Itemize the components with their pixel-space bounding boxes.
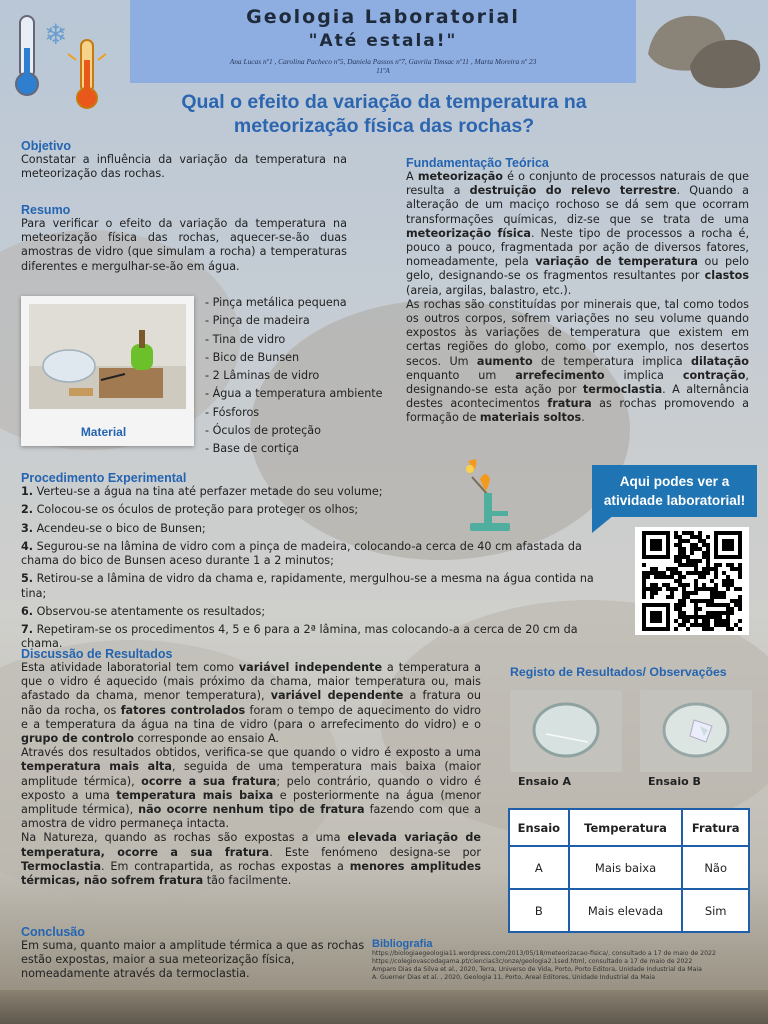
highlighted-term: menores amplitudes térmicas, não sofrem fratura (21, 859, 481, 888)
svg-text:❄: ❄ (44, 18, 68, 51)
fundamentacao-title: Fundamentação Teórica (406, 156, 549, 170)
fundamentacao-paragraph (406, 298, 749, 426)
table-cell: Mais baixa (569, 846, 683, 889)
conclusao-title: Conclusão (21, 925, 85, 939)
procedure-step (21, 522, 621, 536)
highlighted-term: elevada variação de temperatura, ocorre a sua fratura (21, 831, 482, 859)
procedure-step (21, 503, 621, 517)
reference-item: A. Guerner Dias et al. , 2020, Geologia 11, Porto, Areal Editores, Unidade Industrial da Maia (372, 974, 656, 981)
paragraph-text: é o conjunto de processos naturais de que resulta a (406, 170, 749, 198)
highlighted-term: destruição do relevo terrestre (469, 184, 677, 198)
paragraph-text: e posteriormente na água (menor amplitude térmica), (21, 788, 481, 817)
procedure-step (21, 605, 621, 619)
material-caption: Material (80, 425, 127, 439)
highlighted-term: meteorização física (406, 226, 531, 240)
resumo-section (21, 203, 347, 274)
material-photo (21, 296, 194, 421)
paragraph-text: a fratura ou não da rocha, os (21, 689, 481, 717)
paragraph-text: , designando-se esta ação por (406, 368, 749, 397)
resumo-text: Para verificar o efeito da variação da temperatura na meteorização física das rochas, aquecer-se-ão duas amostras de vidro (que simulam a rocha) a temperaturas diferentes e mergulhar-se-ão em água. (21, 217, 347, 273)
step-text: Colocou-se os óculos de proteção para proteger os olhos; (33, 503, 359, 517)
highlighted-term: temperatura mais baixa (116, 788, 274, 802)
paragraph-text: fazendo com que a amostra de vidro permaneça intacta. (21, 803, 481, 831)
highlighted-term: arrefecimento (515, 368, 605, 382)
paragraph-text: enquanto um (406, 368, 516, 382)
table-header-cell: Ensaio (509, 809, 569, 846)
question-line: Qual o efeito da variação da temperatura na (181, 91, 587, 113)
highlighted-term: materiais soltos (479, 411, 582, 425)
material-list (205, 294, 383, 459)
registo-title: Registo de Resultados/ Observações (510, 665, 727, 679)
callout-text: Aqui podes ver a atividade laboratorial! (603, 474, 746, 508)
class-label: 11ºA (376, 66, 390, 75)
step-text: Retirou-se a lâmina de vidro da chama e, rapidamente, mergulhou-se a mesma na água contida na tina; (21, 572, 594, 600)
fundamentacao-section (406, 156, 749, 426)
qr-code[interactable] (635, 527, 749, 635)
bibliografia-section (372, 938, 764, 982)
paragraph-text: . A alternância destes acontecimentos (406, 383, 749, 411)
reference-list (372, 950, 764, 982)
material-item: - Tina de vidro (205, 332, 286, 346)
objetivo-section (21, 139, 347, 181)
paragraph-text: as rochas promovendo a formação de (406, 397, 749, 425)
table-header-cell: Temperatura (569, 809, 683, 846)
ensaio-a-label: Ensaio A (518, 775, 571, 788)
bibliografia-title: Bibliografia (372, 938, 433, 950)
header-banner (130, 0, 636, 83)
bunsen-burner-icon (458, 455, 518, 540)
highlighted-term: termoclastia (582, 383, 663, 397)
table-row (509, 846, 749, 889)
discussao-paragraph (21, 746, 481, 831)
paragraph-text: (areia, argilas, balastro, etc.). (406, 283, 572, 297)
conclusao-text: Em suma, quanto maior a amplitude térmica a que as rochas estão expostas, maior a sua meteorização física, nomeadamente através da termoclastia. (21, 939, 365, 981)
resumo-title: Resumo (21, 203, 71, 217)
paragraph-text: de temperatura implica (532, 354, 691, 368)
step-text: Verteu-se a água na tina até perfazer metade do seu volume; (33, 485, 383, 498)
highlighted-term: dilatação (690, 354, 749, 368)
paragraph-text: implica (604, 368, 683, 382)
highlighted-term: Termoclastia (21, 859, 101, 873)
highlighted-term: fratura (547, 397, 592, 411)
highlighted-term: variável independente (238, 661, 383, 674)
discussao-section (21, 647, 481, 888)
material-item: - Fósforos (205, 405, 260, 419)
procedure-steps (21, 485, 621, 652)
rocks-icon (640, 6, 765, 96)
step-number: 6. (21, 604, 34, 618)
research-question (0, 90, 768, 138)
paragraph-text: foram o tempo de aquecimento do vidro e a temperatura da água na tina de vidro (para o arrefecimento do vidro) e o (21, 703, 481, 731)
paragraph-text: ou pelo gelo, designando-se os fragmentos resultantes por (406, 255, 749, 283)
reference-item: https://colegiovascodagama.pt/ciencias3c/onze/geologia2.1sed.html, consultado a 17 de maio de 2022 (372, 958, 693, 965)
highlighted-term: clastos (704, 269, 749, 283)
step-number: 7. (21, 623, 34, 637)
procedure-step (21, 485, 621, 499)
material-item: - Pinça metálica pequena (205, 296, 347, 309)
poster-subtitle: "Até estala!" (308, 31, 458, 51)
paragraph-text: . Este fenómeno designa-se por (269, 845, 481, 859)
material-item: - Água a temperatura ambiente (205, 387, 383, 401)
procedimento-section (21, 471, 621, 656)
reference-item: Amparo Dias da Silva et al., 2020, Terra, Universo de Vida, Porto, Porto Editora, Unidade Industrial da Maia (372, 966, 702, 973)
material-item: - 2 Lâminas de vidro (205, 369, 320, 383)
table-header-cell: Fratura (682, 809, 749, 846)
ensaio-b-photo (640, 690, 752, 772)
step-text: Segurou-se na lâmina de vidro com a pinça de madeira, colocando-a cerca de 40 cm afastada da chama do bico de Bunsen aceso durante 1 a 2 minutos; (21, 539, 582, 568)
question-line: meteorização física das rochas? (233, 115, 535, 137)
procedure-step (21, 572, 621, 600)
table-cell: A (509, 846, 569, 889)
step-number: 4. (21, 539, 34, 553)
results-table (508, 808, 750, 933)
paragraph-text: . (581, 411, 585, 425)
table-header-row (509, 809, 749, 846)
highlighted-term: ocorre a sua fratura (141, 774, 277, 788)
discussao-paragraph (21, 831, 481, 888)
paragraph-text: ; pelo contrário, quando o vidro é exposto a uma (21, 774, 481, 802)
procedure-step (21, 540, 621, 568)
objetivo-text: Constatar a influência da variação da temperatura na meteorização das rochas. (21, 153, 347, 181)
table-row (509, 889, 749, 932)
step-number: 1. (21, 485, 34, 498)
fundamentacao-paragraph (406, 170, 749, 298)
highlighted-term: grupo de controlo (21, 732, 134, 746)
table-cell: Não (682, 846, 749, 889)
reference-item: https://biologiaegeologia11.wordpress.com/2013/05/18/meteorizacao-fisica/, consultado a 17 de maio de 2022 (372, 950, 716, 957)
step-text: Acendeu-se o bico de Bunsen; (33, 521, 206, 535)
paragraph-text: tão facilmente. (203, 874, 292, 888)
paragraph-text: a temperatura a que o vidro é aquecido (mais próximo da chama, maior temperatura ou, mais afastado da chama, menor temperatura), (21, 661, 481, 703)
procedimento-title: Procedimento Experimental (21, 471, 187, 485)
table-cell: B (509, 889, 569, 932)
paragraph-text: . Quando a alteração de um maciço rochoso se dá sem que ocorram transformações químicas, diz-se que se trata de uma (406, 184, 749, 226)
table-body (509, 846, 749, 932)
authors: Ana Lucas nº1 , Carolina Pacheco nº5, Daniela Passos nº7, Gavriia Timsac nº11 , Marta Moreira nº 23 (229, 57, 537, 66)
qr-callout (592, 465, 757, 517)
highlighted-term: aumento (476, 354, 533, 368)
paragraph-text: Na Natureza, quando as rochas são expostas a uma (21, 831, 348, 845)
highlighted-term: meteorização (417, 170, 503, 183)
paragraph-text: . Em contrapartida, as rochas expostas a (101, 859, 350, 873)
step-number: 2. (21, 503, 34, 517)
highlighted-term: temperatura mais alta (21, 760, 172, 774)
step-number: 3. (21, 521, 34, 535)
highlighted-term: variação de temperatura (535, 255, 698, 269)
ensaio-b-label: Ensaio B (648, 775, 701, 788)
highlighted-term: contração (682, 368, 746, 382)
paragraph-text: , seguida de uma temperatura mais baixa (maior amplitude térmica), (21, 760, 481, 788)
highlighted-term: variável dependente (270, 689, 404, 703)
paragraph-text: As rochas são constituídas por minerais que, tal como todos os outros corpos, sofrem variações no seu volume quando expostos às variações de temperatura que existem em certas regiões do globo, como por exemplo, nos desertos secos. Um (406, 297, 749, 368)
material-photo-panel (21, 296, 194, 446)
conclusao-section (21, 925, 366, 982)
ensaio-a-photo (510, 690, 622, 772)
paragraph-text: A (406, 170, 418, 183)
paragraph-text: Através dos resultados obtidos, verifica-se que quando o vidro é exposto a uma (21, 746, 481, 760)
discussao-paragraph (21, 661, 481, 746)
paragraph-text: corresponde ao ensaio A. (133, 732, 279, 746)
material-item: - Base de cortiça (205, 442, 300, 456)
step-number: 5. (21, 572, 34, 586)
paragraph-text: . Neste tipo de processos a rocha é, pouco a pouco, fragmentada por ação de diversos fatores, nomeadamente, pela (406, 226, 749, 269)
material-item: - Bico de Bunsen (205, 350, 300, 364)
table-cell: Sim (682, 889, 749, 932)
highlighted-term: não ocorre nenhum tipo de fratura (138, 803, 365, 817)
highlighted-term: fatores controlados (120, 703, 246, 717)
callout-pointer (592, 515, 614, 533)
material-item: - Pinça de madeira (205, 314, 310, 328)
step-text: Repetiram-se os procedimentos 4, 5 e 6 para a 2ª lâmina, mas colocando-a a cerca de 20 cm da chama. (21, 623, 578, 651)
objetivo-title: Objetivo (21, 139, 72, 153)
material-item: - Óculos de proteção (205, 424, 321, 438)
poster-title: Geologia Laboratorial (246, 6, 520, 28)
table-cell: Mais elevada (569, 889, 683, 932)
discussao-title: Discussão de Resultados (21, 647, 173, 661)
rocky-ground (0, 990, 768, 1024)
step-text: Observou-se atentamente os resultados; (33, 604, 266, 618)
paragraph-text: Esta atividade laboratorial tem como (21, 661, 239, 674)
